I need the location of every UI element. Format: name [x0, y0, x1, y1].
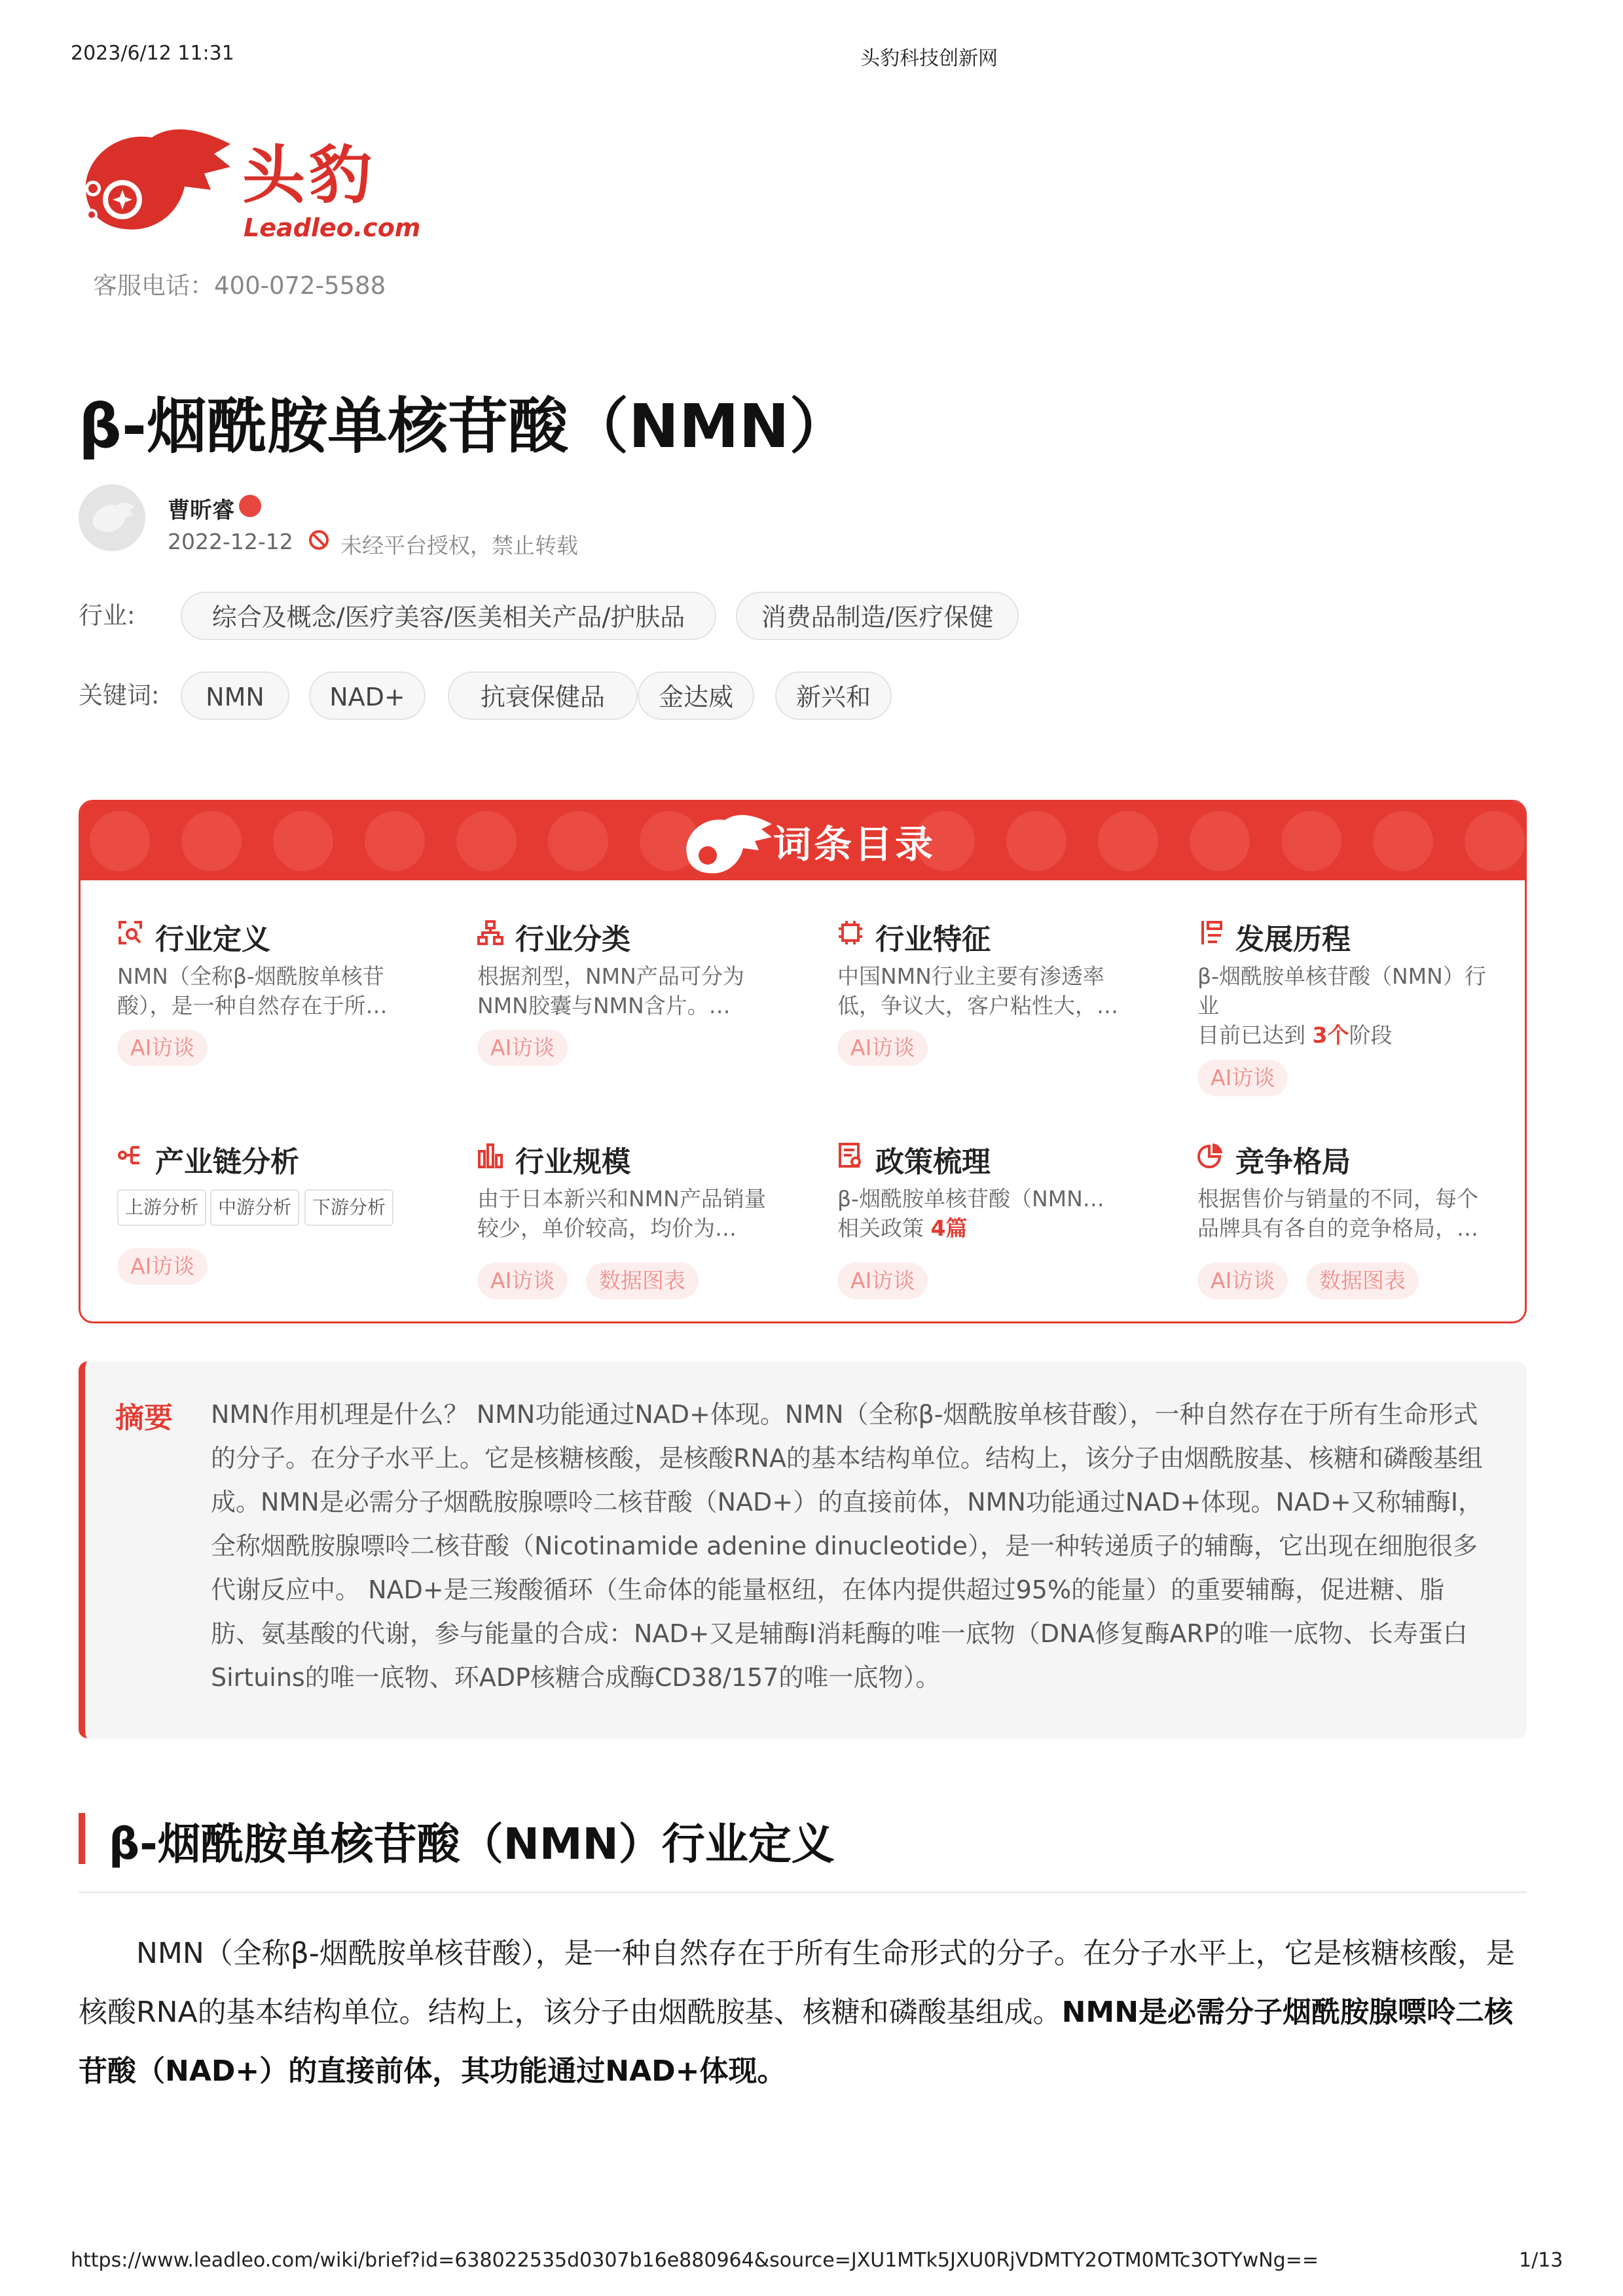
- downstream-chip[interactable]: 下游分析: [304, 1189, 393, 1226]
- policy-prefix: 相关政策: [837, 1215, 924, 1241]
- avatar[interactable]: [79, 484, 145, 551]
- stage-count: 3个: [1312, 1022, 1349, 1048]
- ai-interview-pill[interactable]: AI访谈: [117, 1030, 208, 1066]
- toc-item-desc: [1197, 961, 1499, 1050]
- keyword-tag[interactable]: 金达威: [638, 672, 754, 720]
- toc-item-policy[interactable]: [837, 1138, 1145, 1295]
- toc-item-stage-line: [1197, 1020, 1499, 1050]
- midstream-chip[interactable]: 中游分析: [210, 1189, 299, 1226]
- keyword-tag[interactable]: NMN: [181, 672, 289, 720]
- industry-tag[interactable]: 综合及概念/医疗美容/医美相关产品/护肤品: [181, 592, 716, 640]
- copyright-notice: 未经平台授权，禁止转载: [340, 533, 578, 558]
- page-number: 1/13: [1519, 2249, 1563, 2272]
- data-chart-pill[interactable]: 数据图表: [1306, 1263, 1419, 1299]
- bar-chart-icon: [477, 1142, 503, 1168]
- page-url[interactable]: https://www.leadleo.com/wiki/brief?id=638022535d0307b16e880964&source=JXU1MTk5JXU0RjVDMTY2OTM0MTc3OTYwNg==: [71, 2249, 1319, 2272]
- ai-interview-pill[interactable]: AI访谈: [477, 1030, 568, 1066]
- toc-item-classification[interactable]: [477, 916, 785, 1079]
- data-chart-pill[interactable]: 数据图表: [586, 1263, 699, 1299]
- toc-item-title: 竞争格局: [1235, 1145, 1351, 1179]
- section-accent-bar: [79, 1813, 85, 1864]
- toc-item-title: 产业链分析: [155, 1145, 299, 1179]
- ai-interview-pill[interactable]: AI访谈: [1197, 1060, 1288, 1096]
- industry-label: 行业:: [79, 601, 136, 630]
- chain-flow-icon: [117, 1142, 143, 1168]
- page-title: β-烟酰胺单核苷酸（NMN）: [79, 391, 850, 461]
- publish-date: 2022-12-12: [168, 529, 293, 554]
- policy-count: 4篇: [930, 1215, 968, 1241]
- site-title: 头豹科技创新网: [860, 47, 998, 70]
- ai-interview-pill[interactable]: AI访谈: [477, 1263, 568, 1299]
- toc-item-desc-line: β-烟酰胺单核苷酸（NMN）行业: [1197, 963, 1486, 1018]
- toc-item-title: 发展历程: [1235, 923, 1351, 956]
- toc-item-scale[interactable]: [477, 1138, 785, 1295]
- timeline-icon: [1197, 920, 1224, 946]
- keywords-label: 关键词:: [79, 681, 160, 709]
- ai-interview-pill[interactable]: AI访谈: [837, 1263, 928, 1299]
- brand-name: 头豹: [242, 139, 376, 212]
- ai-interview-pill[interactable]: AI访谈: [837, 1030, 928, 1066]
- service-phone: 客服电话：400-072-5588: [93, 272, 386, 300]
- section-title: β-烟酰胺单核苷酸（NMN）行业定义: [109, 1819, 835, 1869]
- section-divider: [79, 1892, 1527, 1893]
- print-datetime: 2023/6/12 11:31: [71, 42, 234, 65]
- summary-label: 摘要: [115, 1401, 173, 1435]
- toc-item-desc: 由于日本新兴和NMN产品销量较少，单价较高，均价为…: [477, 1186, 766, 1241]
- toc-item-title: 行业定义: [155, 923, 270, 956]
- toc-item-features[interactable]: [837, 916, 1145, 1079]
- toc-item-desc: 根据剂型，NMN产品可分为NMN胶囊与NMN含片。…: [477, 963, 744, 1018]
- toc-leopard-icon: [686, 815, 772, 873]
- chip-feature-icon: [837, 920, 864, 946]
- hierarchy-icon: [477, 920, 503, 946]
- toc-item-chain[interactable]: [117, 1138, 425, 1295]
- toc-item-desc: 根据售价与销量的不同，每个品牌具有各自的竞争格局，…: [1197, 1186, 1478, 1241]
- ai-interview-pill[interactable]: AI访谈: [117, 1248, 208, 1285]
- pie-chart-icon: [1197, 1142, 1224, 1168]
- ai-interview-pill[interactable]: AI访谈: [1197, 1263, 1288, 1299]
- toc-item-definition[interactable]: [117, 916, 425, 1079]
- toc-item-desc: [837, 1184, 1139, 1243]
- paragraph-bold: NMN是必需分子烟酰胺腺嘌呤二核苷酸（NAD+）的直接前体，其功能通过NAD+体现。: [79, 1996, 1514, 2088]
- toc-item-desc: NMN（全称β-烟酰胺单核苷酸），是一种自然存在于所…: [117, 963, 388, 1018]
- toc-item-desc-line: β-烟酰胺单核苷酸（NMN…: [837, 1186, 1104, 1211]
- upstream-chip[interactable]: 上游分析: [117, 1189, 206, 1226]
- keyword-tag[interactable]: NAD+: [309, 672, 426, 720]
- paragraph-plain: NMN（全称β-烟酰胺单核苷酸），是一种自然存在于所有生命形式的分子。在分子水平上，它是核糖核酸，是核酸RNA的基本结构单位。结构上，该分子由烟酰胺基、核糖和磷酸基组成。: [79, 1937, 1515, 2029]
- keyword-tag[interactable]: 抗衰保健品: [448, 672, 638, 720]
- leopard-logo-icon[interactable]: [73, 118, 237, 249]
- toc-item-competition[interactable]: [1197, 1138, 1505, 1295]
- verified-badge-icon: [239, 495, 261, 517]
- toc-item-title: 政策梳理: [875, 1145, 991, 1179]
- industry-tag[interactable]: 消费品制造/医疗保健: [736, 592, 1019, 640]
- search-define-icon: [117, 920, 143, 946]
- keyword-tag[interactable]: 新兴和: [775, 672, 892, 720]
- no-reprint-icon: [308, 529, 330, 551]
- stage-prefix: 目前已达到: [1197, 1022, 1305, 1048]
- summary-text: NMN作用机理是什么？ NMN功能通过NAD+体现。NMN（全称β-烟酰胺单核苷酸），一种自然存在于所有生命形式的分子。在分子水平上。它是核糖核酸，是核酸RNA的基本结构单位。结构上，该分子由烟酰胺基、核糖和磷酸基组成。NMN是必需分子烟酰胺腺嘌呤二核苷酸（NAD+）的直接前体，NMN功能通过NAD+体现。NAD+又称辅酶I，全称烟酰胺腺嘌呤二核苷酸（Nicotinamide adenine dinucleotide），是一种转递质子的辅酶，它出现在细胞很多代谢反应中。 NAD+是三羧酸循环（生命体的能量枢纽，在体内提供超过95%的能量）的重要辅酶，促进糖、脂肪、氨基酸的代谢，参与能量的合成：NAD+又是辅酶I消耗酶的唯一底物（DNA修复酶ARP的唯一底物、长寿蛋白 Sirtuins的唯一底物、环ADP核糖合成酶CD38/157的唯一底物）。: [211, 1400, 1484, 1692]
- toc-item-title: 行业规模: [515, 1145, 630, 1179]
- toc-item-title: 行业特征: [875, 923, 991, 956]
- stage-suffix: 阶段: [1349, 1022, 1393, 1048]
- toc-item-desc: 中国NMN行业主要有渗透率低，争议大，客户粘性大，…: [837, 963, 1118, 1018]
- section-paragraph: [79, 1924, 1527, 2101]
- avatar-placeholder-icon: [79, 484, 145, 551]
- toc-card: [79, 800, 1527, 1323]
- toc-item-policy-line: [837, 1213, 1139, 1243]
- author-name[interactable]: 曹昕睿: [168, 497, 234, 524]
- toc-item-title: 行业分类: [515, 923, 630, 956]
- brand-domain[interactable]: Leadleo.com: [244, 213, 421, 242]
- toc-title: 词条目录: [773, 822, 936, 867]
- policy-doc-icon: [837, 1142, 864, 1168]
- toc-header: [81, 802, 1525, 880]
- toc-item-history[interactable]: [1197, 916, 1505, 1099]
